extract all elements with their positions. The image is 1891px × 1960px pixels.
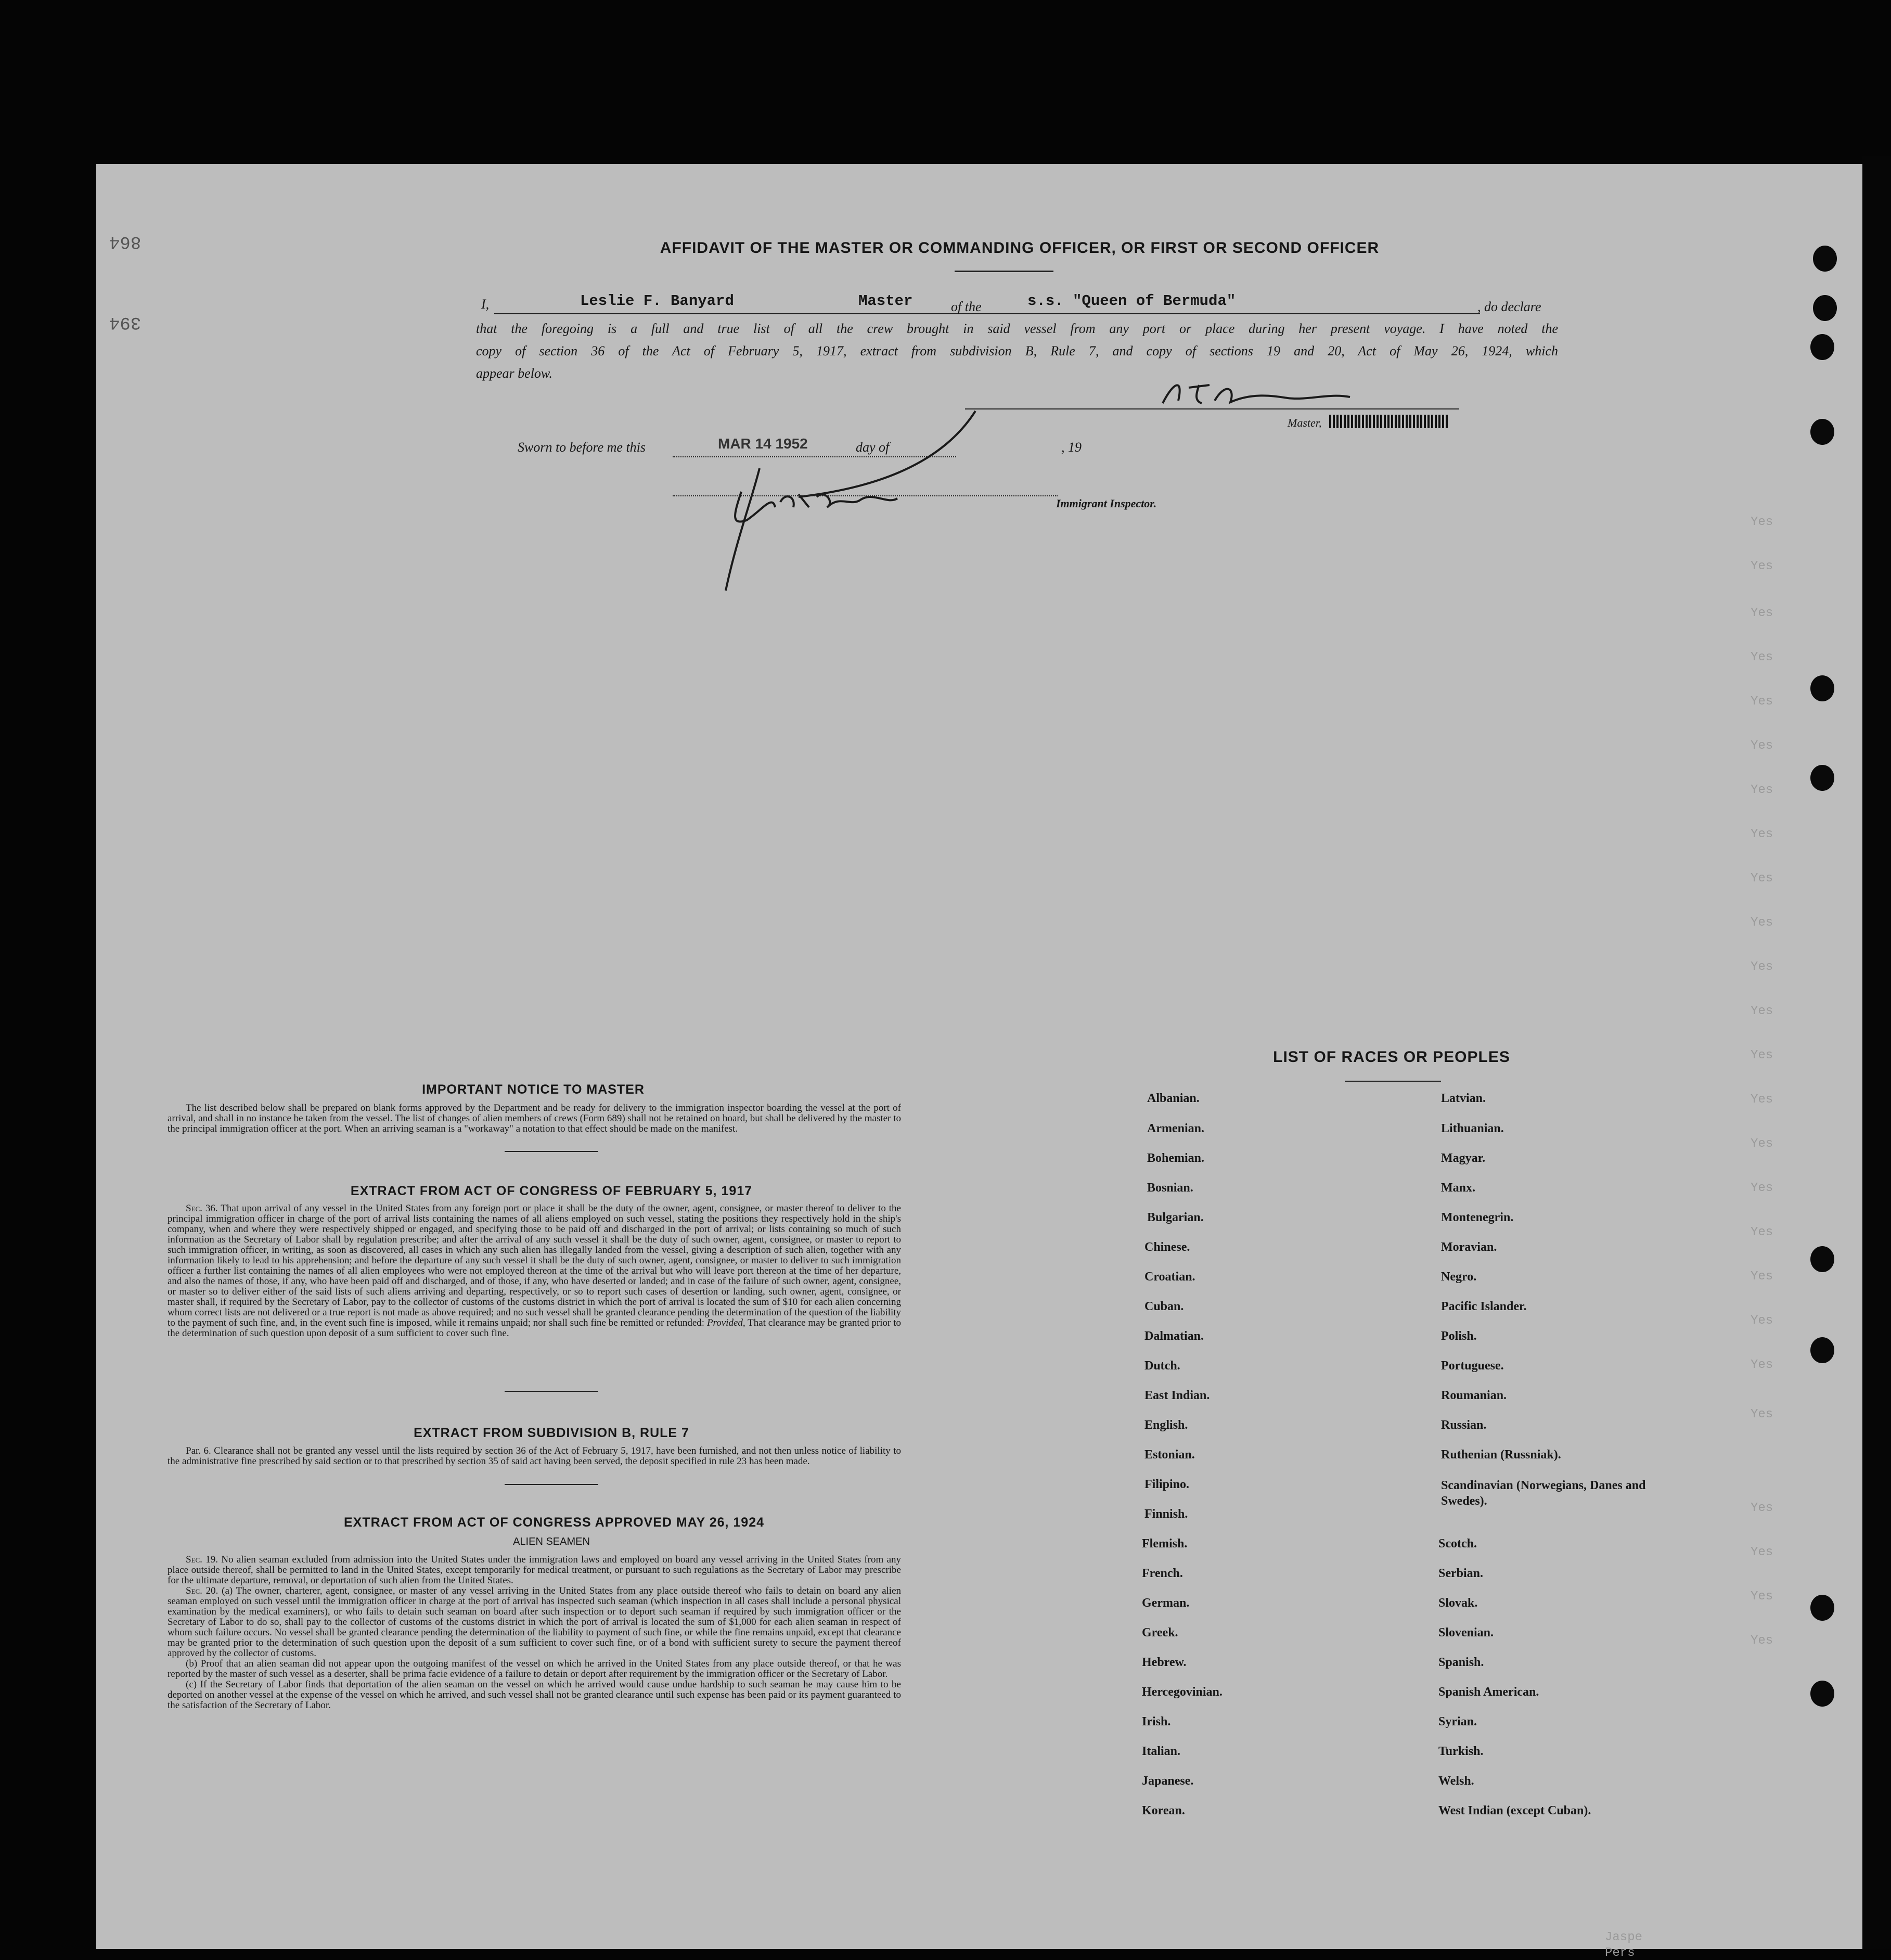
day-of-label: day of: [856, 440, 890, 455]
race-polish: Polish.: [1441, 1329, 1477, 1343]
race-latvian: Latvian.: [1441, 1092, 1486, 1105]
sec-36-tail: That clearance may be granted prior to the determination of such question upon deposit of a sum sufficient to cover such fine.: [168, 1317, 902, 1339]
race-serbian: Serbian.: [1438, 1567, 1484, 1580]
race-french: French.: [1142, 1567, 1183, 1580]
race-dalmatian: Dalmatian.: [1144, 1329, 1204, 1343]
race-finnish: Finnish.: [1144, 1507, 1188, 1521]
race-bohemian: Bohemian.: [1147, 1151, 1205, 1165]
name-line: [494, 313, 1020, 314]
race-magyar: Magyar.: [1441, 1151, 1486, 1165]
race-montenegrin: Montenegrin.: [1441, 1211, 1514, 1224]
extract-1917-title: EXTRACT FROM ACT OF CONGRESS OF FEBRUARY 5, 1917: [350, 1184, 753, 1198]
race-hebrew: Hebrew.: [1142, 1656, 1187, 1669]
alien-seamen-subtitle: ALIEN SEAMEN: [513, 1536, 590, 1547]
race-armenian: Armenian.: [1147, 1122, 1204, 1135]
vessel-name: s.s. "Queen of Bermuda": [1027, 292, 1236, 310]
punch-hole: [1813, 246, 1837, 272]
sec-20-label: Sec. 20.: [186, 1585, 218, 1596]
race-negro: Negro.: [1441, 1270, 1477, 1284]
race-english: English.: [1144, 1418, 1188, 1432]
inspector-label: Immigrant Inspector.: [1056, 497, 1157, 510]
rule7-text: Par. 6. Clearance shall not be granted any vessel until the lists required by section 36 of the Act of February 5, 1917, have been furnished, and not then unless notice of liability to the administrative fine prescribed by said section or to that prescribed by section 35 of said act having been served, the deposit specified in rule 23 has been made.: [168, 1445, 901, 1467]
race-bulgarian: Bulgarian.: [1147, 1211, 1204, 1224]
manifest-page: Yes Yes Yes Yes Yes Yes Yes Yes Yes Yes Yes Yes Yes Yes Yes Yes Yes Yes Yes Yes Yes Yes Yes Yes Yes Jaspe Pers 864 394 AFFIDAVIT OF THE MASTER OR COMMANDING OFFICER, OR FIRST OR SECOND OFFICER I, Leslie F. Banyard Master of the s.s. "Queen of Bermuda" , do declare that the foregoing is a full and true list of all the crew brought in said vessel from any port or place during her present voyage. I have noted the copy of section 36 of the Act of February 5, 1917, extract from subdivision B, Rule 7, and copy of sections 19 and 20, Act of May 26, 1924, which appear below. Master, Sworn to before me this MAR 14 1952 day of , 19 Immigrant Inspector. IMPORTANT NOTICE TO MASTER The list described below shall be prepared on blank forms approved by the Department and be ready for delivery to the immigration inspector boarding the vessel at the port of arrival, and shall in no instance be taken from the vessel. The list of changes of alien members of crews (Form 689) shall not be retained on board, but shall be delivered by the master to the principal immigration officer at the port. When an arriving seaman is a "workaway" a notation to that effect should be made on the manifest. EXTRACT FROM ACT OF CONGRESS OF FEBRUARY 5, 1917 Sec. 36. That upon arrival of any vessel in the United States from any foreign port or place it shall be the duty of the owner, agent, consignee, or master thereof to deliver to the principal immigration officer in charge of the port of arrival lists containing the names of all aliens employed on such vessel, stating the positions they respectively hold in the ship's company, when and where they were respectively shipped or engaged, and specifying those to be paid off and discharged in the port of arrival; or lists containing so much of such information as the Secretary of Labor shall by regulation prescribe; and after the arrival of any such vessel it shall be the duty of such owner, agent, consignee, or master to report to such immigration officer, in writing, as soon as discovered, all cases in which any such alien has illegally landed from the vessel, giving a description of such alien, together with any information likely to lead to his apprehension; and before the departure of any such vessel it shall be the duty of such owner, agent, consignee, or master to deliver to such immigration officer a further list containing the names of all alien employees who were not employed thereon at the time of the arrival but who will leave port thereon at the time of her departure, and also the names of those, if any, who have been paid off and discharged, and of those, if any, who have deserted or landed; and in case of the failure of such owner, agent, consignee, or master so to deliver either of the said lists of such aliens arriving and departing, respectively, or so to report such cases of desertion or landing, such owner, agent, consignee, or master shall, if required by the Secretary of Labor, pay to the collector of customs of the customs district in which the port of arrival is located the sum of $10 for each alien concerning whom correct lists are not delivered or a true report is not made as above required; and no such vessel shall be granted clearance pending the determination of the question of the liability to the payment of such fine, and, in the event such fine is imposed, while it remains unpaid; nor shall such fine be remitted or refunded: Provided, That clearance may be granted prior to the determination of such question upon deposit of a sum sufficient to cover such fine. EXTRACT FROM SUBDIVISION B, RULE 7 Par. 6. Clearance shall not be granted any vessel until the lists required by section 36 of the Act of February 5, 1917, have been furnished, and not then unless notice of liability to the administrative fine prescribed by said section or to that prescribed by section 35 of said act having been served, the deposit specified in rule 23 has been made. EXTRACT FROM ACT OF CONGRESS APPROVED MAY 26, 1924 ALIEN SEAMEN Sec. 19. No alien seaman excluded from admission into the United States under the immigration laws and employed on board any vessel arriving in the United States from any place outside thereof, shall be permitted to land in the United States, except temporarily for medical treatment, or pursuant to such regulations as the Secretary of Labor may prescribe for the ultimate departure, removal, or deportation of such alien from the United States. Sec. 20. (a) The owner, charterer, agent, consignee, or master of any vessel arriving in the United States from any place outside thereof who fails to detain on board any alien seaman employed on such vessel until the immigration officer in charge at the port of arrival has inspected such seaman (which inspection in all cases shall include a personal physical examination by the medical examiners), or who fails to detain such seaman on board after such inspection or to deport such seaman if required by such immigration officer or the Secretary of Labor to do so, shall pay to the collector of customs of the customs district in which the port of arrival is located the sum of $1,000 for each alien seaman in respect of whom such failure occurs. No vessel shall be granted clearance pending the determination of the liability to payment of such fine, or while the fine remains unpaid, except that clearance may be granted prior to the determination of such question upon the deposit of a sum sufficient to cover such fine, or of a bond with sufficient surety to secure the payment thereof approved by the collector of customs. (b) Proof that an alien seaman did not appear upon the outgoing manifest of the vessel on which he arrived in the United States from any place outside thereof, or that he was reported by the master of such vessel as a deserter, shall be prima facie evidence of a failure to detain or deport after requirement by the immigration officer or the Secretary of Labor. (c) If the Secretary of Labor finds that deportation of the alien seaman on the vessel on which he arrived would cause undue hardship to such seaman he may cause him to be deported on another vessel at the expense of the vessel on which he arrived, and such vessel shall not be granted clearance until such expense has been paid or its payment guaranteed to the satisfaction of the Secretary of Labor. LIST OF RACES OR PEOPLES Albanian. Armenian. Bohemian. Bosnian. Bulgarian. Chinese. Croatian. Cuban. Dalmatian. Dutch. East Indian. English. Estonian. Filipino. Finnish. Flemish. French. German. Greek. Hebrew. Hercegovinian. Irish. Italian. Japanese. Korean. Latvian. Lithuanian. Magyar. Manx. Montenegrin. Moravian. Negro. Pacific Islander. Polish. Portuguese. Roumanian. Russian. Ruthenian (Russniak). Scandinavian (Norwegians, Danes and Swedes). Scotch. Serbian. Slovak. Slovenian. Spanish. Spanish American. Syrian. Turkish. Welsh. West Indian (except Cuban).: [96, 164, 1868, 1949]
affidavit-line-1: that the foregoing is a full and true list of all the crew brought in said vessel from any port or place during her present voyage. I have noted the: [476, 321, 1558, 336]
race-chinese: Chinese.: [1144, 1240, 1190, 1254]
punch-hole: [1810, 334, 1834, 360]
race-filipino: Filipino.: [1144, 1478, 1190, 1491]
extract-rule7-title: EXTRACT FROM SUBDIVISION B, RULE 7: [414, 1426, 689, 1440]
do-declare-label: , do declare: [1477, 299, 1541, 314]
race-cuban: Cuban.: [1144, 1300, 1184, 1313]
race-syrian: Syrian.: [1438, 1715, 1477, 1728]
race-scandinavian: Scandinavian (Norwegians, Danes and Swedes).: [1441, 1479, 1646, 1508]
extract-1924-body: [168, 1555, 901, 1711]
race-estonian: Estonian.: [1144, 1448, 1195, 1462]
sec-36-text: That upon arrival of any vessel in the United States from any foreign port or place it shall be the duty of the owner, agent, consignee, or master thereof to deliver to the principal immigration officer in charge of the port of arrival lists containing the names of all aliens employed on such vessel, stating the positions they respectively hold in the ship's company, when and where they were respectively shipped or engaged, and specifying those to be paid off and discharged in the port of arrival; or lists containing so much of such information as the Secretary of Labor shall by regulation prescribe; and after the arrival of any such vessel it shall be the duty of such owner, agent, consignee, or master to report to such immigration officer, in writing, as soon as discovered, all cases in which any such alien has illegally landed from the vessel, giving a description of such alien, together with any information likely to lead to his apprehension; and before the departure of any such vessel it shall be the duty of such owner, agent, consignee, or master to deliver to such immigration officer a further list containing the names of all alien employees who were not employed thereon at the time of the arrival but who will leave port thereon at the time of her departure, and also the names of those, if any, who have been paid off and discharged, and of those, if any, who have deserted or landed; and in case of the failure of such owner, agent, consignee, or master so to deliver either of the said lists of such aliens arriving and departing, respectively, or so to report such cases of desertion or landing, such owner, agent, consignee, or master shall, if required by the Secretary of Labor, pay to the collector of customs of the customs district in which the port of arrival is located the sum of $10 for each alien concerning whom correct lists are not delivered or a true report is not made as above required; and no such vessel shall be granted clearance pending the determination of the question of the liability to the payment of such fine, and, in the event such fine is imposed, while it remains unpaid; nor shall such fine be remitted or refunded:: [168, 1203, 901, 1328]
race-irish: Irish.: [1142, 1715, 1171, 1728]
sec-19-label: Sec. 19.: [186, 1554, 218, 1565]
provided-label: Provided,: [706, 1317, 745, 1328]
notice-title: IMPORTANT NOTICE TO MASTER: [422, 1082, 645, 1097]
race-slovak: Slovak.: [1438, 1596, 1478, 1610]
punch-hole: [1810, 765, 1834, 791]
race-croatian: Croatian.: [1144, 1270, 1195, 1284]
notice-body: [168, 1103, 901, 1134]
margin-stamp-top: 864: [109, 232, 141, 251]
affidavit-i-label: I,: [481, 297, 490, 312]
master-title-label: Master,: [1288, 416, 1322, 429]
inspector-signature: [668, 406, 1064, 593]
extract-1924-title: EXTRACT FROM ACT OF CONGRESS APPROVED MAY 26, 1924: [343, 1515, 765, 1530]
race-japanese: Japanese.: [1142, 1774, 1194, 1788]
race-portuguese: Portuguese.: [1441, 1359, 1504, 1373]
race-bosnian: Bosnian.: [1147, 1181, 1193, 1195]
title-underline: [955, 271, 1053, 272]
race-west-indian: West Indian (except Cuban).: [1438, 1804, 1591, 1817]
extract-rule7-divider: [505, 1484, 598, 1485]
extract-1917-body: [168, 1203, 901, 1339]
sworn-label: Sworn to before me this: [518, 440, 646, 455]
punch-hole: [1810, 1246, 1834, 1272]
sec-20c-text: (c) If the Secretary of Labor finds that deportation of the alien seaman on the vessel on which he arrived would cause undue hardship to such seaman he may cause him to be deported on another vessel at the expense of the vessel on which he arrived, and such vessel shall not be granted clearance until such expense has been paid or its payment guaranteed to the satisfaction of the Secretary of Labor.: [168, 1679, 901, 1711]
sec-19-text: No alien seaman excluded from admission into the United States under the immigration laws and employed on board any vessel arriving in the United States from any place outside thereof, shall be permitted to land in the United States, except temporarily for medical treatment, or pursuant to such regulations as the Secretary of Labor may prescribe for the ultimate departure, removal, or deportation of such alien from the United States.: [168, 1554, 901, 1586]
race-moravian: Moravian.: [1441, 1240, 1497, 1254]
race-east-indian: East Indian.: [1144, 1389, 1210, 1402]
races-divider: [1345, 1081, 1441, 1082]
race-pacific-islander: Pacific Islander.: [1441, 1300, 1527, 1313]
race-italian: Italian.: [1142, 1745, 1181, 1758]
race-scotch: Scotch.: [1438, 1537, 1477, 1551]
race-spanish: Spanish.: [1438, 1656, 1484, 1669]
sworn-date-stamp: MAR 14 1952: [718, 435, 808, 452]
punch-hole: [1810, 1595, 1834, 1621]
race-russian: Russian.: [1441, 1418, 1487, 1432]
punch-hole: [1813, 295, 1837, 321]
vessel-line: [991, 313, 1480, 314]
master-rank: Master: [858, 292, 913, 310]
race-turkish: Turkish.: [1438, 1745, 1484, 1758]
affidavit-title: AFFIDAVIT OF THE MASTER OR COMMANDING OFFICER, OR FIRST OR SECOND OFFICER: [660, 239, 1380, 257]
punch-hole: [1810, 675, 1834, 701]
race-roumanian: Roumanian.: [1441, 1389, 1507, 1402]
race-german: German.: [1142, 1596, 1190, 1610]
struck-out-title: [1329, 415, 1449, 428]
sec-20b-text: (b) Proof that an alien seaman did not appear upon the outgoing manifest of the vessel on which he arrived in the United States from any place outside thereof, or that he was reported by the master of such vessel as a deserter, shall be prima facie evidence of a failure to detain or deport after requirement by the immigration officer or the Secretary of Labor.: [168, 1658, 901, 1680]
extract-1917-divider: [505, 1391, 598, 1392]
race-slovenian: Slovenian.: [1438, 1626, 1494, 1639]
sec-36-label: Sec. 36.: [186, 1203, 218, 1214]
of-the-label: of the: [951, 299, 982, 314]
race-dutch: Dutch.: [1144, 1359, 1180, 1373]
affidavit-line-3: appear below.: [476, 366, 552, 381]
race-korean: Korean.: [1142, 1804, 1185, 1817]
race-ruthenian: Ruthenian (Russniak).: [1441, 1448, 1561, 1462]
race-flemish: Flemish.: [1142, 1537, 1188, 1551]
inspector-line: [673, 495, 1058, 496]
punch-hole: [1810, 419, 1834, 445]
races-title: LIST OF RACES OR PEOPLES: [1273, 1048, 1510, 1066]
race-albanian: Albanian.: [1147, 1092, 1200, 1105]
race-welsh: Welsh.: [1438, 1774, 1474, 1788]
year-label: , 19: [1061, 440, 1082, 455]
notice-divider: [505, 1151, 598, 1152]
affidavit-line-2: copy of section 36 of the Act of February 5, 1917, extract from subdivision B, Rule 7, and copy of sections 19 and 20, Act of May 26, 1924, which: [476, 343, 1558, 358]
race-hercegovinian: Hercegovinian.: [1142, 1685, 1223, 1699]
punch-hole: [1810, 1681, 1834, 1707]
race-greek: Greek.: [1142, 1626, 1178, 1639]
notice-text: The list described below shall be prepared on blank forms approved by the Department and be ready for delivery to the immigration inspector boarding the vessel at the port of arrival, and shall in no instance be taken from the vessel. The list of changes of alien members of crews (Form 689) shall not be retained on board, but shall be delivered by the master to the principal immigration officer at the port. When an arriving seaman is a "workaway" a notation to that effect should be made on the manifest.: [168, 1103, 901, 1134]
margin-stamp-bottom: 394: [109, 312, 141, 332]
race-manx: Manx.: [1441, 1181, 1475, 1195]
sec-20a-text: (a) The owner, charterer, agent, consignee, or master of any vessel arriving in the United States from any place outside thereof who fails to detain on board any alien seaman employed on such vessel until the immigration officer in charge at the port of arrival has inspected such seaman (which inspection in all cases shall include a personal physical examination by the medical examiners), or who fails to detain such seaman on board after such inspection or to deport such seaman if required by such immigration officer or the Secretary of Labor to do so, shall pay to the collector of customs of the customs district in which the port of arrival is located the sum of $1,000 for each alien seaman in respect of whom such failure occurs. No vessel shall be granted clearance pending the determination of the liability to payment of such fine, or while the fine remains unpaid, except that clearance may be granted prior to the determination of such question upon the deposit of a sum sufficient to cover such fine, or of a bond with sufficient surety to secure the payment thereof approved by the collector of customs.: [168, 1585, 901, 1659]
master-name: Leslie F. Banyard: [580, 292, 734, 310]
film-edge: [1862, 156, 1891, 1949]
master-signature: [1152, 372, 1366, 414]
race-spanish-american: Spanish American.: [1438, 1685, 1539, 1699]
extract-rule7-body: [168, 1446, 901, 1467]
race-lithuanian: Lithuanian.: [1441, 1122, 1504, 1135]
punch-hole: [1810, 1337, 1834, 1363]
